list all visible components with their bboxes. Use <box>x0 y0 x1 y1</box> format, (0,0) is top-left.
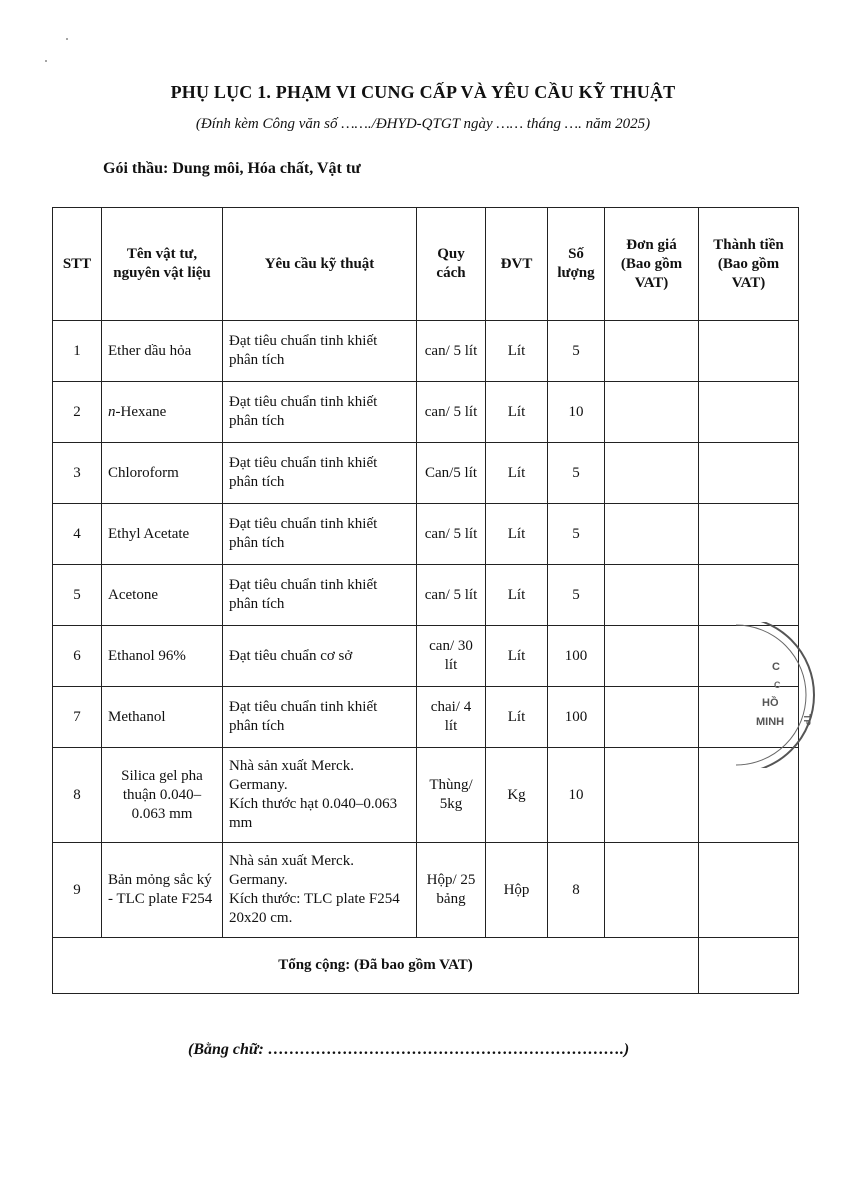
cell-unit-price <box>605 382 699 443</box>
cell-name: Methanol <box>102 687 223 748</box>
cell-unit: Lít <box>486 504 548 565</box>
cell-pack: chai/ 4 lít <box>417 687 486 748</box>
stamp-letter: C <box>774 680 781 690</box>
cell-total <box>699 382 799 443</box>
cell-unit: Lít <box>486 382 548 443</box>
spec-line: Kích thước: TLC plate F254 20x20 cm. <box>229 891 400 926</box>
cell-pack: Can/5 lít <box>417 443 486 504</box>
cell-spec: Đạt tiêu chuẩn tinh khiết phân tích <box>223 565 417 626</box>
cell-name <box>102 382 223 443</box>
stamp-letter: HỒ <box>762 697 779 709</box>
cell-unit-price <box>605 443 699 504</box>
col-header-qty: Số lượng <box>548 208 605 321</box>
col-header-spec: Yêu cầu kỹ thuật <box>223 208 417 321</box>
cell-qty: 10 <box>548 748 605 843</box>
stamp-ring-outer <box>736 622 814 768</box>
cell-pack: Hộp/ 25 bảng <box>417 843 486 938</box>
cell-total <box>699 565 799 626</box>
cell-qty: 5 <box>548 504 605 565</box>
col-header-unit-price: Đơn giá (Bao gồm VAT) <box>605 208 699 321</box>
cell-stt: 7 <box>53 687 102 748</box>
cell-spec: Đạt tiêu chuẩn tinh khiết phân tích <box>223 504 417 565</box>
amount-in-words: (Bằng chữ: ………………………………………………………….) <box>188 1041 630 1058</box>
cell-name: Ether dầu hỏa <box>102 321 223 382</box>
cell-pack: can/ 5 lít <box>417 382 486 443</box>
cell-unit-price <box>605 565 699 626</box>
cell-spec: Đạt tiêu chuẩn tinh khiết phân tích <box>223 321 417 382</box>
table-row <box>53 504 799 565</box>
page-subtitle: (Đính kèm Công văn số ……./ĐHYD-QTGT ngày …… tháng …. năm 2025) <box>195 116 651 132</box>
cell-stt: 6 <box>53 626 102 687</box>
total-row <box>53 938 799 994</box>
scan-speck <box>45 60 47 62</box>
col-header-name: Tên vật tư, nguyên vật liệu <box>102 208 223 321</box>
cell-unit-price <box>605 626 699 687</box>
col-header-total: Thành tiền (Bao gồm VAT) <box>699 208 799 321</box>
cell-unit: Lít <box>486 687 548 748</box>
stamp-letter: TP <box>802 714 812 726</box>
cell-unit: Hộp <box>486 843 548 938</box>
cell-pack: can/ 30 lít <box>417 626 486 687</box>
col-header-stt: STT <box>53 208 102 321</box>
table-row <box>53 565 799 626</box>
cell-qty: 10 <box>548 382 605 443</box>
items-table <box>52 207 799 994</box>
cell-stt: 5 <box>53 565 102 626</box>
table-row <box>53 843 799 938</box>
table-row <box>53 321 799 382</box>
cell-stt: 3 <box>53 443 102 504</box>
cell-qty: 8 <box>548 843 605 938</box>
cell-qty: 100 <box>548 626 605 687</box>
cell-spec <box>223 748 417 843</box>
cell-unit: Lít <box>486 565 548 626</box>
cell-unit: Kg <box>486 748 548 843</box>
table-row <box>53 626 799 687</box>
package-label: Gói thầu: Dung môi, Hóa chất, Vật tư <box>103 160 361 177</box>
table-row <box>53 443 799 504</box>
table-row <box>53 382 799 443</box>
cell-total <box>699 843 799 938</box>
stamp-svg <box>736 622 822 768</box>
cell-name: Silica gel pha thuận 0.040–0.063 mm <box>102 748 223 843</box>
cell-spec <box>223 843 417 938</box>
cell-pack: Thùng/ 5kg <box>417 748 486 843</box>
cell-name-prefix: n <box>108 403 116 420</box>
cell-spec: Đạt tiêu chuẩn tinh khiết phân tích <box>223 687 417 748</box>
cell-name: Ethanol 96% <box>102 626 223 687</box>
cell-unit-price <box>605 843 699 938</box>
table-row <box>53 748 799 843</box>
cell-unit: Lít <box>486 626 548 687</box>
cell-spec: Đạt tiêu chuẩn tinh khiết phân tích <box>223 443 417 504</box>
cell-spec: Đạt tiêu chuẩn tinh khiết phân tích <box>223 382 417 443</box>
cell-stt: 4 <box>53 504 102 565</box>
cell-unit-price <box>605 504 699 565</box>
cell-total <box>699 443 799 504</box>
cell-total <box>699 504 799 565</box>
cell-unit-price <box>605 687 699 748</box>
col-header-pack: Quy cách <box>417 208 486 321</box>
cell-stt: 2 <box>53 382 102 443</box>
cell-unit-price <box>605 748 699 843</box>
cell-pack: can/ 5 lít <box>417 321 486 382</box>
cell-spec: Đạt tiêu chuẩn cơ sở <box>223 626 417 687</box>
cell-name: Acetone <box>102 565 223 626</box>
cell-grand-total <box>699 938 799 994</box>
cell-unit: Lít <box>486 443 548 504</box>
cell-pack: can/ 5 lít <box>417 504 486 565</box>
cell-unit-price <box>605 321 699 382</box>
cell-stt: 1 <box>53 321 102 382</box>
cell-qty: 100 <box>548 687 605 748</box>
cell-unit: Lít <box>486 321 548 382</box>
cell-qty: 5 <box>548 565 605 626</box>
cell-stt: 9 <box>53 843 102 938</box>
cell-name: Chloroform <box>102 443 223 504</box>
spec-line: Nhà sản xuất Merck. Germany. <box>229 758 354 793</box>
cell-name-text: -Hexane <box>115 403 167 420</box>
cell-total <box>699 321 799 382</box>
table-header-row <box>53 208 799 321</box>
cell-pack: can/ 5 lít <box>417 565 486 626</box>
page-title: PHỤ LỤC 1. PHẠM VI CUNG CẤP VÀ YÊU CẦU KỸ THUẬT <box>170 82 676 102</box>
col-header-unit: ĐVT <box>486 208 548 321</box>
total-label: Tổng cộng: (Đã bao gồm VAT) <box>53 938 699 994</box>
spec-line: Kích thước hạt 0.040–0.063 mm <box>229 796 398 831</box>
table-row <box>53 687 799 748</box>
cell-name: Ethyl Acetate <box>102 504 223 565</box>
cell-qty: 5 <box>548 443 605 504</box>
cell-qty: 5 <box>548 321 605 382</box>
stamp-image <box>736 622 822 768</box>
spec-line: Nhà sản xuất Merck. Germany. <box>229 853 354 888</box>
stamp-letter: C <box>772 661 780 673</box>
cell-name: Bản mỏng sắc ký - TLC plate F254 <box>102 843 223 938</box>
scan-speck <box>66 38 68 40</box>
cell-stt: 8 <box>53 748 102 843</box>
stamp-letter: MINH <box>756 716 785 728</box>
